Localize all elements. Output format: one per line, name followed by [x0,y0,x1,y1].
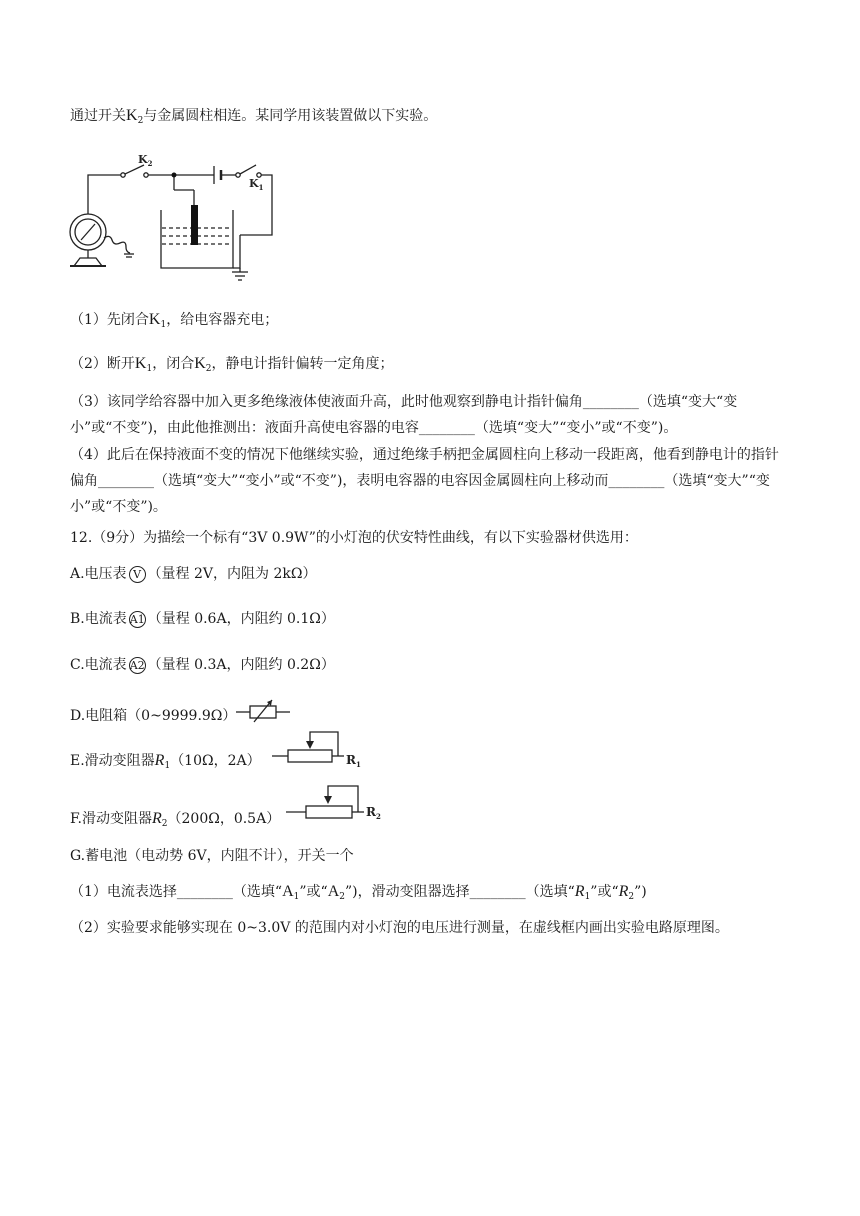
svg-text:R2: $R_2$ [366,805,381,821]
q12-item-b: B.电流表 A1 （量程 0.6A，内阻约 0.1Ω） [70,611,335,627]
q11-step1: （1）先闭合$K_1$，给电容器充电； [70,311,279,330]
q12-item-g: G.蓄电池（电动势 6V，内阻不计），开关一个 [70,848,354,864]
q11-intro: 通过开关$K_2$与金属圆柱相连。某同学用该装置做以下实验。 [70,107,438,126]
q12-item-c: C.电流表 A2 （量程 0.3A，内阻约 0.2Ω） [70,657,335,673]
q12-part2: （2）实验要求能够实现在 0~3.0V 的范围内对小灯泡的电压进行测量，在虚线框内画出实验电路原理图。 [70,920,729,936]
q12-item-d: D.电阻箱（0~9999.9Ω） [70,708,237,724]
voltmeter-icon: V [129,566,146,583]
rheostat-r2-symbol [284,780,394,824]
q12-part1: （1）电流表选择________（选填“$A_1$”或“$A_2$”)，滑动变阻器选择________（选填“$R_1$”或“$R_2$”) [70,883,647,902]
q12-item-a: A.电压表 V （量程 2V，内阻为 2kΩ） [70,566,317,582]
diagram-k1-label: $K_1$ [249,177,264,192]
q11-step3: （3）该同学给容器中加入更多绝缘液体使液面升高，此时他观察到静电计指针偏角________（选填“变大“变小”或“不变”)，由此他推测出：液面升高使电容器的电容________（选填“变大”“变小”或“不变”)。 [70,394,738,436]
resistance-box-symbol [234,692,294,726]
electrometer-capacitor-diagram [66,150,286,285]
q11-step2: （2）断开$K_1$，闭合$K_2$，静电计指针偏转一定角度； [70,355,394,374]
q11-step4: （4）此后在保持液面不变的情况下他继续实验，通过绝缘手柄把金属圆柱向上移动一段距离，他看到静电计的指针偏角________（选填“变大”“变小”或“不变”)，表明电容器的电容因金属圆柱向上移动而________（选填“变大”“变小”或“不变”)。 [70,447,779,515]
ammeter-a1-icon: A1 [129,612,145,626]
q12-item-e: E.滑动变阻器$R_1(10\Omega$，2A） [70,752,261,771]
q12-item-f: F.滑动变阻器$R_2(200\Omega$，0.5A） [70,810,281,829]
ammeter-a2-icon: A2 [129,658,145,672]
diagram-k2-label: $K_2$ [138,153,153,168]
q12-header: 12.（9分）为描绘一个标有“3V 0.9W”的小灯泡的伏安特性曲线，有以下实验器材供选用： [70,530,638,546]
rheostat-r1-symbol [270,726,370,770]
svg-text:R1: $R_1$ [346,753,361,769]
